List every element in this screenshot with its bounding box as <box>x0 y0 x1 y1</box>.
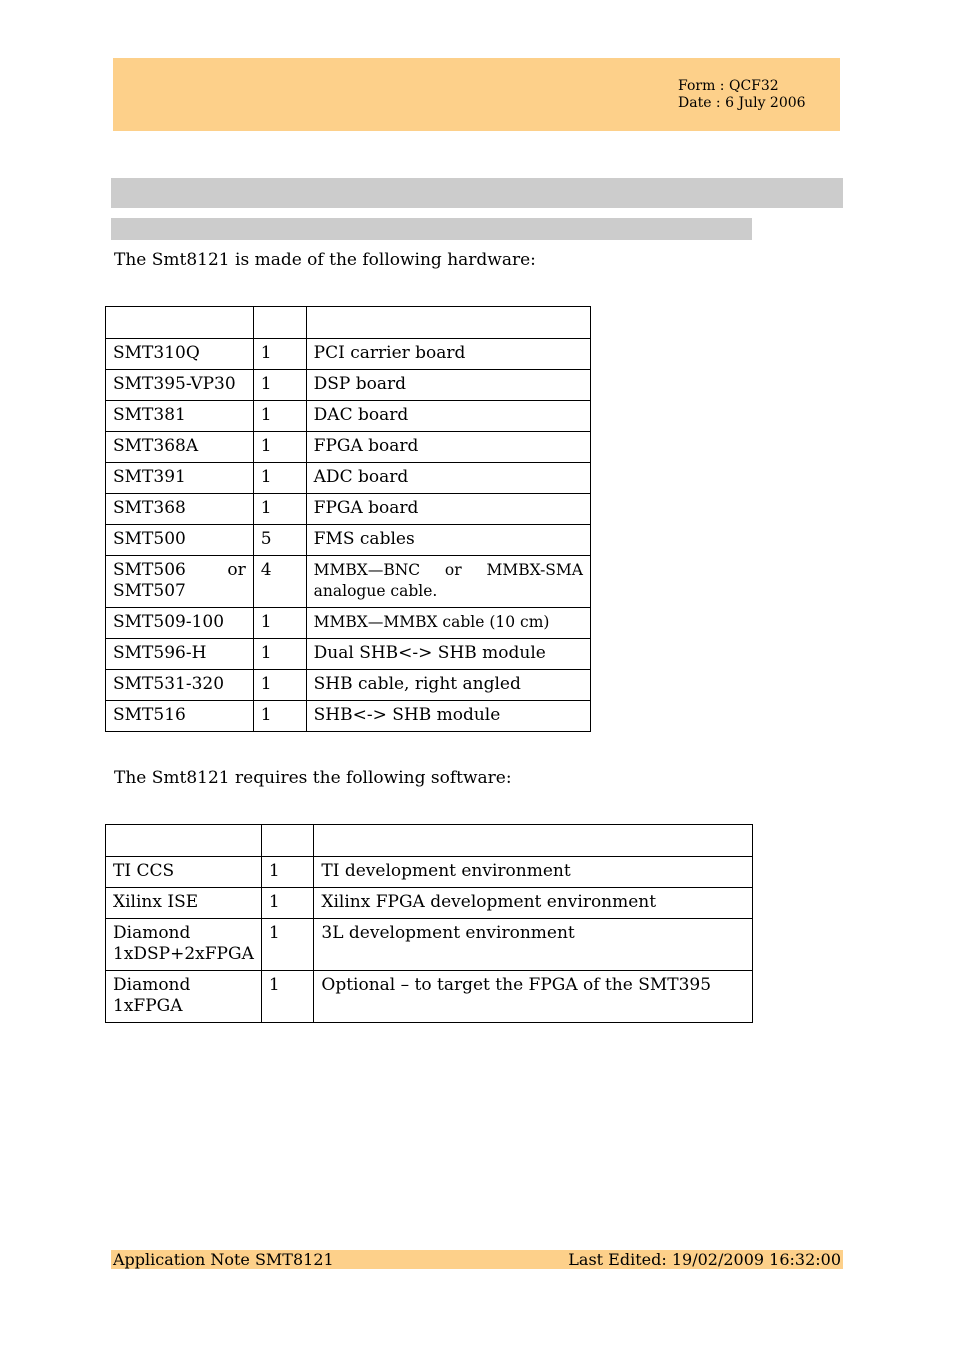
table-header-row <box>106 307 591 339</box>
table-row: Diamond 1xDSP+2xFPGA 1 3L development environment <box>106 919 753 971</box>
subsection-heading-bar <box>111 218 752 240</box>
table-row: SMT395-VP30 1 DSP board <box>106 370 591 401</box>
form-date: Date : 6 July 2006 <box>678 95 806 111</box>
table-row: TI CCS 1 TI development environment <box>106 857 753 888</box>
table-row: SMT596-H 1 Dual SHB<-> SHB module <box>106 639 591 670</box>
table-row: SMT368 1 FPGA board <box>106 494 591 525</box>
form-info <box>678 78 806 112</box>
table-row: SMT516 1 SHB<-> SHB module <box>106 701 591 732</box>
table-row: SMT391 1 ADC board <box>106 463 591 494</box>
table-row: SMT531-320 1 SHB cable, right angled <box>106 670 591 701</box>
form-number: Form : QCF32 <box>678 78 779 94</box>
software-table <box>105 824 753 1023</box>
page-footer <box>111 1250 843 1269</box>
hardware-intro: The Smt8121 is made of the following hardware: <box>114 250 536 270</box>
table-row: SMT310Q 1 PCI carrier board <box>106 339 591 370</box>
table-row: SMT381 1 DAC board <box>106 401 591 432</box>
table-row: SMT368A 1 FPGA board <box>106 432 591 463</box>
software-intro: The Smt8121 requires the following software: <box>114 768 512 788</box>
table-row: Diamond 1xFPGA 1 Optional – to target the FPGA of the SMT395 <box>106 971 753 1023</box>
hardware-table <box>105 306 591 732</box>
table-row: SMT500 5 FMS cables <box>106 525 591 556</box>
table-row: SMT509-100 1 MMBX—MMBX cable (10 cm) <box>106 608 591 639</box>
section-heading-bar <box>111 178 843 208</box>
table-row: Xilinx ISE 1 Xilinx FPGA development environment <box>106 888 753 919</box>
footer-last-edited: Last Edited: 19/02/2009 16:32:00 <box>568 1250 841 1269</box>
footer-document-name: Application Note SMT8121 <box>113 1250 334 1269</box>
table-header-row <box>106 825 753 857</box>
table-row: SMT506 or SMT507 4 MMBX—BNC or MMBX-SMA analogue cable. <box>106 556 591 608</box>
